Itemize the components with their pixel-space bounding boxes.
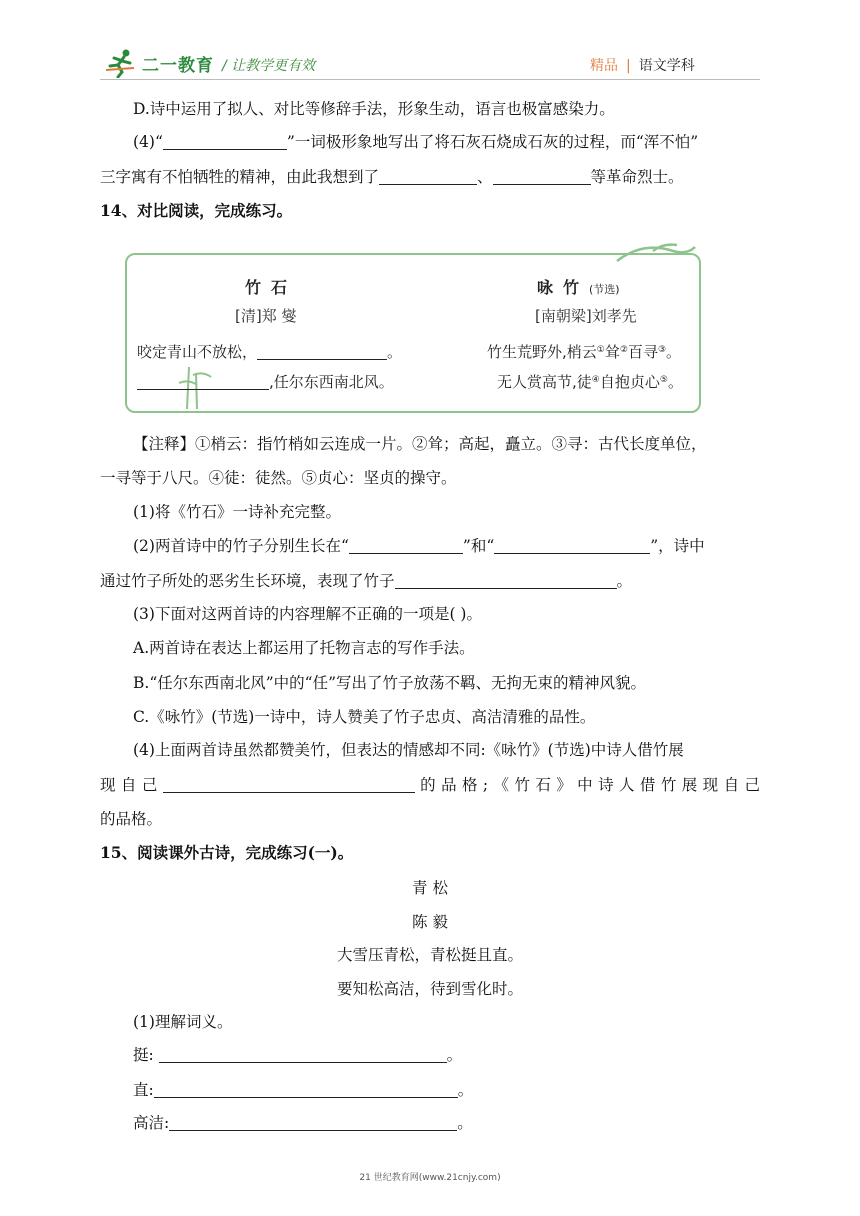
- answer-blank[interactable]: [169, 1114, 457, 1131]
- q14-3: (3)下面对这两首诗的内容理解不正确的一项是( )。: [133, 605, 482, 623]
- q14-3-option-a: A.两首诗在表达上都运用了托物言志的写作手法。: [133, 639, 475, 657]
- subject-tag: 语文学科: [638, 58, 695, 74]
- page-header: [0, 0, 860, 86]
- poem1-author: [清]郑 燮: [235, 307, 297, 325]
- q14-heading: 14、对比阅读，完成练习。: [100, 201, 293, 220]
- q14-1: (1)将《竹石》一诗补充完整。: [133, 503, 341, 521]
- answer-blank[interactable]: [494, 537, 650, 554]
- poem1-line2: ,任尔东西南北风。: [137, 371, 394, 392]
- q15-word-gaojie: 高洁: 。: [133, 1114, 473, 1132]
- header-tags: [590, 55, 695, 75]
- answer-blank[interactable]: [163, 133, 287, 150]
- answer-blank[interactable]: [163, 776, 415, 793]
- poem2-line2: 无人赏高节,徒④自抱贞心⑤。: [497, 373, 683, 391]
- answer-blank[interactable]: [395, 572, 617, 589]
- poem3-title: 青 松: [412, 879, 448, 897]
- poem2-line1: 竹生荒野外,梢云①耸②百寻③。: [487, 343, 682, 361]
- notes-line1: 【注释】①梢云：指竹梢如云连成一片。②耸；高起，矗立。③寻：古代长度单位，: [133, 435, 707, 453]
- answer-blank[interactable]: [493, 168, 591, 185]
- q15-1: (1)理解词义。: [133, 1013, 233, 1031]
- quality-tag: 精品: [590, 58, 618, 74]
- logo-text: 二一教育: [142, 55, 214, 76]
- poem-comparison-box: [125, 253, 701, 413]
- answer-blank[interactable]: [159, 1046, 447, 1063]
- answer-blank[interactable]: [257, 343, 387, 360]
- poem3-line2: 要知松高洁，待到雪化时。: [336, 980, 523, 998]
- q14-4-line3: 的品格。: [100, 810, 163, 828]
- poem2-title: 咏竹(节选): [537, 278, 620, 297]
- q14-3-option-c: C.《咏竹》(节选)一诗中，诗人赞美了竹子忠贞、高洁清雅的品性。: [133, 708, 596, 726]
- q13-4-line2: 三字寓有不怕牺牲的精神，由此我想到了 、 等革命烈士。: [100, 168, 684, 186]
- q14-3-option-b: B.“任尔东西南北风”中的“任”写出了竹子放荡不羁、无拘无束的精神风貌。: [133, 674, 647, 692]
- q13-4-line1: (4)“ ”一词极形象地写出了将石灰石烧成石灰的过程，而“浑不怕”: [133, 133, 699, 151]
- option-d: D.诗中运用了拟人、对比等修辞手法，形象生动，语言也极富感染力。: [133, 100, 615, 118]
- poem2-author: [南朝梁]刘孝先: [535, 307, 637, 325]
- q14-2-line2: 通过竹子所处的恶劣生长环境，表现了竹子 。: [100, 572, 633, 590]
- logo: [104, 48, 214, 78]
- q14-2-line1: (2)两首诗中的竹子分别生长在“ ”和“ ”，诗中: [133, 537, 705, 555]
- leaf-decoration-icon: [613, 241, 697, 267]
- poem3-author: 陈 毅: [412, 913, 448, 931]
- q15-heading: 15、阅读课外古诗，完成练习(一)。: [100, 843, 354, 862]
- notes-line2: 一寻等于八尺。④徒：徒然。⑤贞心：坚贞的操守。: [100, 469, 457, 487]
- answer-blank[interactable]: [137, 373, 269, 390]
- tag-separator: |: [626, 58, 631, 74]
- runner-logo-icon: [104, 48, 140, 78]
- header-divider: [100, 79, 760, 80]
- q15-word-zhi: 直: 。: [133, 1081, 474, 1099]
- poem1-line1: 咬定青山不放松， 。: [137, 343, 403, 361]
- answer-blank[interactable]: [379, 168, 477, 185]
- answer-blank[interactable]: [154, 1081, 458, 1098]
- q14-4-line2: 现自己 的品格;《竹石》中诗人借竹展现自己: [100, 776, 760, 794]
- answer-blank[interactable]: [349, 537, 463, 554]
- page-footer: 21 世纪教育网(www.21cnjy.com): [359, 1173, 501, 1183]
- poem1-title: 竹石: [245, 278, 298, 297]
- q15-word-ting: 挺: 。: [133, 1046, 463, 1064]
- q14-4-line1: (4)上面两首诗虽然都赞美竹，但表达的情感却不同:《咏竹》(节选)中诗人借竹展: [133, 741, 684, 759]
- poem3-line1: 大雪压青松，青松挺且直。: [336, 946, 523, 964]
- slogan: / 让教学更有效: [222, 58, 316, 74]
